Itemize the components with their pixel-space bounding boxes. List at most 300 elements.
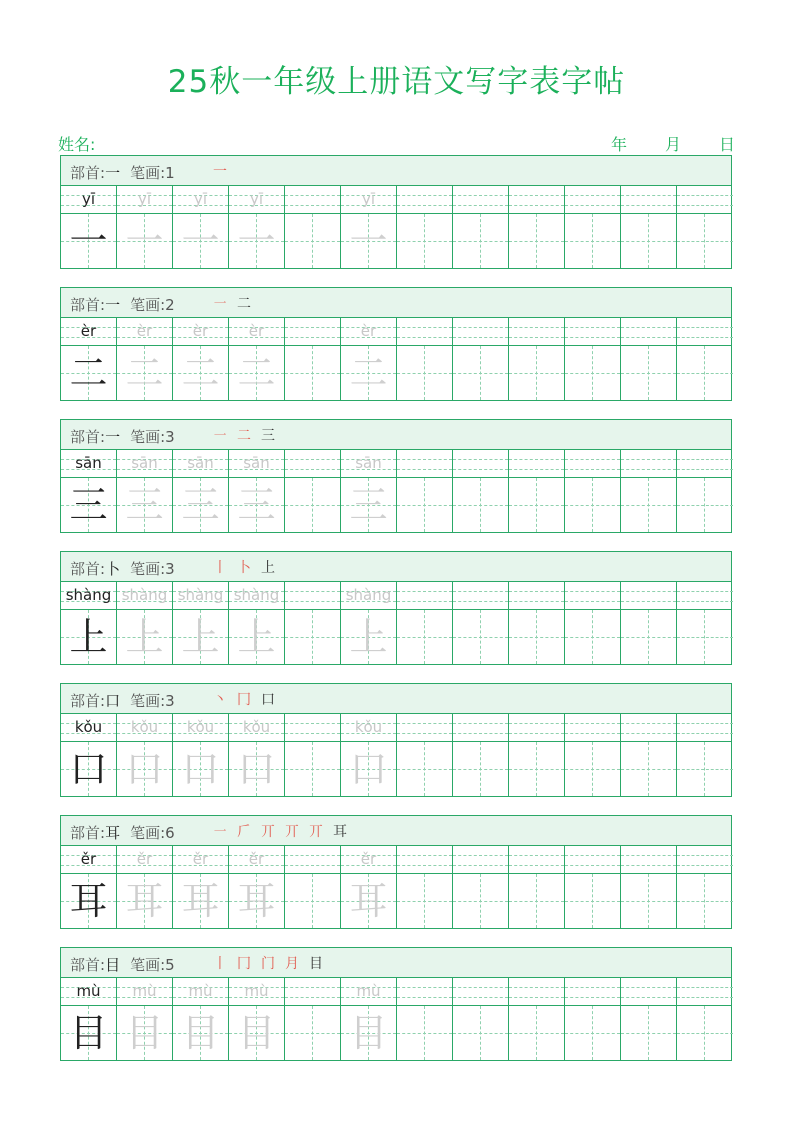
- radical-stroke-info: [70, 690, 175, 711]
- tianzige-cell[interactable]: [285, 1006, 341, 1060]
- page-title: 25秋一年级上册语文写字表字帖: [167, 64, 626, 100]
- pinyin-row: [61, 318, 731, 346]
- stroke-order: [213, 688, 275, 710]
- radical-label: 部首:: [70, 692, 106, 710]
- tianzige-row: [61, 214, 731, 268]
- stroke-step: 冂: [237, 692, 251, 708]
- tianzige-cell[interactable]: [173, 742, 229, 796]
- tianzige-cell[interactable]: [61, 346, 117, 400]
- tianzige-cell[interactable]: [229, 214, 285, 268]
- pinyin-cell[interactable]: [565, 450, 621, 477]
- stroke-count-value: 2: [165, 296, 175, 314]
- tianzige-cell[interactable]: [453, 346, 509, 400]
- pinyin-trace: kǒu: [242, 718, 271, 736]
- stroke-step: ㇐: [213, 824, 227, 840]
- pinyin-cell[interactable]: [173, 846, 229, 873]
- tianzige-cell[interactable]: [397, 742, 453, 796]
- pinyin-model: sān: [75, 454, 102, 472]
- tianzige-cell[interactable]: [229, 610, 285, 664]
- radical-value: 口: [105, 692, 121, 710]
- trace-character: 耳: [349, 879, 388, 923]
- pinyin-trace: sān: [355, 454, 382, 472]
- tianzige-cell[interactable]: [509, 610, 565, 664]
- tianzige-cell[interactable]: [285, 346, 341, 400]
- tianzige-cell[interactable]: [565, 346, 621, 400]
- pinyin-trace: sān: [187, 454, 214, 472]
- model-character: 目: [69, 1011, 108, 1055]
- pinyin-cell[interactable]: [285, 846, 341, 873]
- radical-label: 部首:: [70, 428, 106, 446]
- trace-character: 目: [181, 1011, 220, 1055]
- pinyin-cell[interactable]: [117, 318, 173, 345]
- pinyin-cell[interactable]: [509, 978, 565, 1005]
- radical-value: 卜: [105, 560, 121, 578]
- tianzige-cell[interactable]: [621, 478, 677, 532]
- block-header: [61, 684, 731, 714]
- pinyin-cell[interactable]: [509, 450, 565, 477]
- block-header: [61, 552, 731, 582]
- tianzige-cell[interactable]: [565, 874, 621, 928]
- tianzige-cell[interactable]: [565, 478, 621, 532]
- tianzige-cell[interactable]: [565, 610, 621, 664]
- tianzige-cell[interactable]: [453, 742, 509, 796]
- pinyin-cell[interactable]: [173, 978, 229, 1005]
- pinyin-cell[interactable]: [229, 186, 285, 213]
- pinyin-cell[interactable]: [453, 978, 509, 1005]
- pinyin-trace: shàng: [345, 586, 392, 604]
- radical-stroke-info: [70, 162, 175, 183]
- tianzige-cell[interactable]: [397, 478, 453, 532]
- model-character: 耳: [69, 879, 108, 923]
- pinyin-cell[interactable]: [117, 714, 173, 741]
- pinyin-cell[interactable]: [117, 846, 173, 873]
- pinyin-cell[interactable]: [341, 450, 397, 477]
- pinyin-model: ěr: [80, 850, 97, 868]
- pinyin-row: [61, 186, 731, 214]
- tianzige-cell[interactable]: [397, 214, 453, 268]
- trace-character: 二: [125, 351, 164, 395]
- pinyin-cell[interactable]: [61, 978, 117, 1005]
- trace-character: 上: [349, 615, 388, 659]
- stroke-count-value: 3: [165, 560, 175, 578]
- radical-stroke-info: [70, 294, 175, 315]
- pinyin-cell[interactable]: [341, 582, 397, 609]
- pinyin-cell[interactable]: [509, 186, 565, 213]
- radical-stroke-info: [70, 822, 175, 843]
- pinyin-cell[interactable]: [229, 846, 285, 873]
- pinyin-cell[interactable]: [677, 450, 733, 477]
- tianzige-cell[interactable]: [397, 874, 453, 928]
- radical-value: 一: [105, 164, 121, 182]
- day-label: 日: [719, 135, 736, 154]
- stroke-order: [213, 292, 251, 314]
- trace-character: 三: [349, 483, 388, 527]
- tianzige-cell[interactable]: [677, 214, 733, 268]
- stroke-step: 上: [261, 560, 275, 576]
- trace-character: 一: [349, 219, 388, 263]
- tianzige-cell[interactable]: [173, 478, 229, 532]
- pinyin-cell[interactable]: [61, 318, 117, 345]
- pinyin-cell[interactable]: [453, 582, 509, 609]
- pinyin-cell[interactable]: [285, 714, 341, 741]
- pinyin-cell[interactable]: [61, 714, 117, 741]
- tianzige-row: [61, 346, 731, 400]
- radical-value: 一: [105, 428, 121, 446]
- pinyin-cell[interactable]: [453, 714, 509, 741]
- pinyin-cell[interactable]: [677, 582, 733, 609]
- pinyin-cell[interactable]: [509, 318, 565, 345]
- pinyin-cell[interactable]: [341, 318, 397, 345]
- model-character: 一: [69, 219, 108, 263]
- pinyin-cell[interactable]: [677, 714, 733, 741]
- pinyin-cell[interactable]: [453, 450, 509, 477]
- pinyin-cell[interactable]: [621, 582, 677, 609]
- pinyin-cell[interactable]: [117, 582, 173, 609]
- tianzige-cell[interactable]: [565, 214, 621, 268]
- pinyin-cell[interactable]: [565, 846, 621, 873]
- stroke-count-value: 3: [165, 692, 175, 710]
- stroke-step: 卜: [237, 560, 251, 576]
- radical-label: 部首:: [70, 296, 106, 314]
- pinyin-cell[interactable]: [61, 186, 117, 213]
- tianzige-cell[interactable]: [117, 346, 173, 400]
- block-header: [61, 816, 731, 846]
- pinyin-cell[interactable]: [565, 714, 621, 741]
- tianzige-cell[interactable]: [173, 610, 229, 664]
- tianzige-cell[interactable]: [229, 478, 285, 532]
- tianzige-cell[interactable]: [453, 610, 509, 664]
- pinyin-cell[interactable]: [341, 978, 397, 1005]
- tianzige-cell[interactable]: [677, 610, 733, 664]
- pinyin-cell[interactable]: [565, 582, 621, 609]
- trace-character: 上: [237, 615, 276, 659]
- model-character: 上: [69, 615, 108, 659]
- pinyin-cell[interactable]: [173, 714, 229, 741]
- pinyin-cell[interactable]: [509, 714, 565, 741]
- pinyin-cell[interactable]: [341, 714, 397, 741]
- radical-label: 部首:: [70, 560, 106, 578]
- tianzige-cell[interactable]: [621, 874, 677, 928]
- pinyin-trace: kǒu: [186, 718, 215, 736]
- radical-value: 耳: [105, 824, 121, 842]
- tianzige-cell[interactable]: [117, 478, 173, 532]
- trace-character: 目: [125, 1011, 164, 1055]
- trace-character: 耳: [125, 879, 164, 923]
- tianzige-cell[interactable]: [509, 1006, 565, 1060]
- tianzige-cell[interactable]: [677, 346, 733, 400]
- tianzige-cell[interactable]: [61, 1006, 117, 1060]
- char-block: [60, 683, 732, 797]
- pinyin-cell[interactable]: [397, 846, 453, 873]
- pinyin-trace: shàng: [233, 586, 280, 604]
- pinyin-cell[interactable]: [61, 846, 117, 873]
- tianzige-cell[interactable]: [173, 214, 229, 268]
- pinyin-trace: mù: [132, 982, 157, 1000]
- pinyin-cell[interactable]: [621, 186, 677, 213]
- tianzige-cell[interactable]: [397, 1006, 453, 1060]
- tianzige-cell[interactable]: [621, 1006, 677, 1060]
- tianzige-cell[interactable]: [61, 214, 117, 268]
- pinyin-cell[interactable]: [229, 714, 285, 741]
- pinyin-cell[interactable]: [565, 186, 621, 213]
- tianzige-cell[interactable]: [509, 478, 565, 532]
- pinyin-cell[interactable]: [229, 978, 285, 1005]
- pinyin-cell[interactable]: [677, 318, 733, 345]
- trace-character: 一: [237, 219, 276, 263]
- pinyin-cell[interactable]: [509, 582, 565, 609]
- tianzige-cell[interactable]: [173, 1006, 229, 1060]
- pinyin-cell[interactable]: [509, 846, 565, 873]
- tianzige-cell[interactable]: [117, 742, 173, 796]
- stroke-order: [213, 424, 275, 446]
- radical-value: 一: [105, 296, 121, 314]
- radical-stroke-info: [70, 558, 175, 579]
- tianzige-cell[interactable]: [117, 1006, 173, 1060]
- pinyin-cell[interactable]: [229, 318, 285, 345]
- pinyin-row: [61, 978, 731, 1006]
- pinyin-trace: mù: [188, 982, 213, 1000]
- pinyin-cell[interactable]: [677, 846, 733, 873]
- radical-label: 部首:: [70, 164, 106, 182]
- stroke-step: 丨: [213, 956, 227, 972]
- pinyin-cell[interactable]: [397, 582, 453, 609]
- pinyin-cell[interactable]: [397, 714, 453, 741]
- pinyin-row: [61, 714, 731, 742]
- tianzige-cell[interactable]: [341, 742, 397, 796]
- stroke-count-value: 6: [165, 824, 175, 842]
- tianzige-cell[interactable]: [341, 478, 397, 532]
- pinyin-trace: ěr: [360, 850, 377, 868]
- block-header: [61, 420, 731, 450]
- stroke-step: ㇐: [213, 428, 227, 444]
- trace-character: 上: [181, 615, 220, 659]
- pinyin-cell[interactable]: [677, 978, 733, 1005]
- pinyin-cell[interactable]: [621, 714, 677, 741]
- pinyin-cell[interactable]: [285, 318, 341, 345]
- stroke-count-label: 笔画:: [130, 692, 166, 710]
- tianzige-cell[interactable]: [621, 610, 677, 664]
- stroke-count-label: 笔画:: [130, 428, 166, 446]
- pinyin-trace: sān: [131, 454, 158, 472]
- char-block: [60, 551, 732, 665]
- pinyin-cell[interactable]: [61, 450, 117, 477]
- pinyin-trace: yī: [361, 190, 376, 208]
- stroke-count-label: 笔画:: [130, 560, 166, 578]
- stroke-step: 口: [261, 692, 275, 708]
- tianzige-cell[interactable]: [453, 478, 509, 532]
- pinyin-cell[interactable]: [621, 318, 677, 345]
- pinyin-cell[interactable]: [453, 846, 509, 873]
- block-header: [61, 156, 731, 186]
- pinyin-cell[interactable]: [285, 582, 341, 609]
- stroke-step: 冂: [237, 956, 251, 972]
- tianzige-cell[interactable]: [285, 214, 341, 268]
- tianzige-row: [61, 874, 731, 928]
- stroke-count-value: 1: [165, 164, 175, 182]
- pinyin-cell[interactable]: [621, 846, 677, 873]
- pinyin-cell[interactable]: [285, 978, 341, 1005]
- tianzige-cell[interactable]: [453, 874, 509, 928]
- char-block: [60, 947, 732, 1061]
- tianzige-cell[interactable]: [565, 742, 621, 796]
- trace-character: 三: [125, 483, 164, 527]
- trace-character: 一: [181, 219, 220, 263]
- pinyin-cell[interactable]: [117, 186, 173, 213]
- stroke-step: 丌: [261, 824, 275, 840]
- stroke-count-value: 3: [165, 428, 175, 446]
- tianzige-cell[interactable]: [677, 1006, 733, 1060]
- pinyin-cell[interactable]: [285, 186, 341, 213]
- tianzige-row: [61, 610, 731, 664]
- stroke-order: [213, 820, 347, 842]
- tianzige-cell[interactable]: [509, 874, 565, 928]
- tianzige-cell[interactable]: [285, 610, 341, 664]
- stroke-count-label: 笔画:: [130, 296, 166, 314]
- stroke-count-label: 笔画:: [130, 824, 166, 842]
- tianzige-cell[interactable]: [285, 874, 341, 928]
- trace-character: 口: [237, 747, 276, 791]
- pinyin-cell[interactable]: [117, 978, 173, 1005]
- tianzige-cell[interactable]: [229, 346, 285, 400]
- tianzige-cell[interactable]: [61, 742, 117, 796]
- tianzige-cell[interactable]: [341, 346, 397, 400]
- trace-character: 一: [125, 219, 164, 263]
- stroke-step: 丶: [213, 692, 227, 708]
- tianzige-cell[interactable]: [341, 1006, 397, 1060]
- pinyin-cell[interactable]: [621, 450, 677, 477]
- tianzige-cell[interactable]: [341, 874, 397, 928]
- tianzige-cell[interactable]: [565, 1006, 621, 1060]
- pinyin-cell[interactable]: [565, 978, 621, 1005]
- pinyin-trace: èr: [360, 322, 377, 340]
- tianzige-cell[interactable]: [229, 742, 285, 796]
- pinyin-cell[interactable]: [621, 978, 677, 1005]
- tianzige-cell[interactable]: [509, 346, 565, 400]
- tianzige-cell[interactable]: [285, 742, 341, 796]
- pinyin-trace: sān: [243, 454, 270, 472]
- trace-character: 耳: [237, 879, 276, 923]
- pinyin-cell[interactable]: [397, 450, 453, 477]
- tianzige-cell[interactable]: [397, 346, 453, 400]
- pinyin-row: [61, 582, 731, 610]
- pinyin-trace: kǒu: [354, 718, 383, 736]
- stroke-order: [213, 556, 275, 578]
- tianzige-cell[interactable]: [453, 1006, 509, 1060]
- radical-label: 部首:: [70, 824, 106, 842]
- pinyin-trace: mù: [244, 982, 269, 1000]
- tianzige-cell[interactable]: [677, 478, 733, 532]
- tianzige-cell[interactable]: [397, 610, 453, 664]
- tianzige-cell[interactable]: [61, 478, 117, 532]
- pinyin-cell[interactable]: [229, 582, 285, 609]
- tianzige-cell[interactable]: [341, 610, 397, 664]
- pinyin-cell[interactable]: [173, 186, 229, 213]
- stroke-step: 门: [261, 956, 275, 972]
- stroke-step: 一: [213, 164, 227, 180]
- pinyin-cell[interactable]: [229, 450, 285, 477]
- pinyin-trace: èr: [136, 322, 153, 340]
- tianzige-cell[interactable]: [117, 214, 173, 268]
- pinyin-cell[interactable]: [341, 186, 397, 213]
- tianzige-cell[interactable]: [285, 478, 341, 532]
- stroke-count-label: 笔画:: [130, 164, 166, 182]
- pinyin-cell[interactable]: [397, 318, 453, 345]
- stroke-step: 月: [285, 956, 299, 972]
- tianzige-cell[interactable]: [173, 874, 229, 928]
- month-label: 月: [665, 135, 682, 154]
- tianzige-cell[interactable]: [61, 610, 117, 664]
- pinyin-cell[interactable]: [285, 450, 341, 477]
- tianzige-cell[interactable]: [621, 214, 677, 268]
- pinyin-cell[interactable]: [173, 450, 229, 477]
- stroke-step: 三: [261, 428, 275, 444]
- pinyin-cell[interactable]: [453, 318, 509, 345]
- tianzige-cell[interactable]: [677, 742, 733, 796]
- trace-character: 三: [181, 483, 220, 527]
- tianzige-cell[interactable]: [677, 874, 733, 928]
- pinyin-cell[interactable]: [453, 186, 509, 213]
- tianzige-cell[interactable]: [117, 874, 173, 928]
- tianzige-row: [61, 478, 731, 532]
- tianzige-cell[interactable]: [509, 742, 565, 796]
- tianzige-cell[interactable]: [621, 742, 677, 796]
- pinyin-model: shàng: [65, 586, 112, 604]
- pinyin-cell[interactable]: [117, 450, 173, 477]
- model-character: 三: [69, 483, 108, 527]
- model-character: 二: [69, 351, 108, 395]
- tianzige-cell[interactable]: [173, 346, 229, 400]
- pinyin-row: [61, 846, 731, 874]
- tianzige-cell[interactable]: [229, 1006, 285, 1060]
- pinyin-trace: ěr: [248, 850, 265, 868]
- pinyin-cell[interactable]: [173, 318, 229, 345]
- tianzige-cell[interactable]: [61, 874, 117, 928]
- pinyin-cell[interactable]: [397, 186, 453, 213]
- trace-character: 二: [181, 351, 220, 395]
- radical-stroke-info: [70, 426, 175, 447]
- char-block: [60, 155, 732, 269]
- tianzige-cell[interactable]: [621, 346, 677, 400]
- trace-character: 口: [181, 747, 220, 791]
- stroke-count-value: 5: [165, 956, 175, 974]
- tianzige-cell[interactable]: [341, 214, 397, 268]
- pinyin-cell[interactable]: [397, 978, 453, 1005]
- char-block: [60, 419, 732, 533]
- pinyin-trace: shàng: [121, 586, 168, 604]
- trace-character: 二: [237, 351, 276, 395]
- pinyin-cell[interactable]: [173, 582, 229, 609]
- tianzige-cell[interactable]: [509, 214, 565, 268]
- pinyin-row: [61, 450, 731, 478]
- trace-character: 上: [125, 615, 164, 659]
- stroke-order: [213, 160, 227, 182]
- radical-value: 目: [105, 956, 121, 974]
- pinyin-cell[interactable]: [61, 582, 117, 609]
- pinyin-model: kǒu: [74, 718, 103, 736]
- trace-character: 目: [349, 1011, 388, 1055]
- pinyin-cell[interactable]: [677, 186, 733, 213]
- tianzige-cell[interactable]: [229, 874, 285, 928]
- block-header: [61, 288, 731, 318]
- name-date-row: [58, 132, 736, 154]
- name-label: 姓名:: [58, 135, 96, 154]
- tianzige-cell[interactable]: [453, 214, 509, 268]
- tianzige-cell[interactable]: [117, 610, 173, 664]
- pinyin-trace: yī: [193, 190, 208, 208]
- pinyin-cell[interactable]: [565, 318, 621, 345]
- radical-stroke-info: [70, 954, 175, 975]
- pinyin-cell[interactable]: [341, 846, 397, 873]
